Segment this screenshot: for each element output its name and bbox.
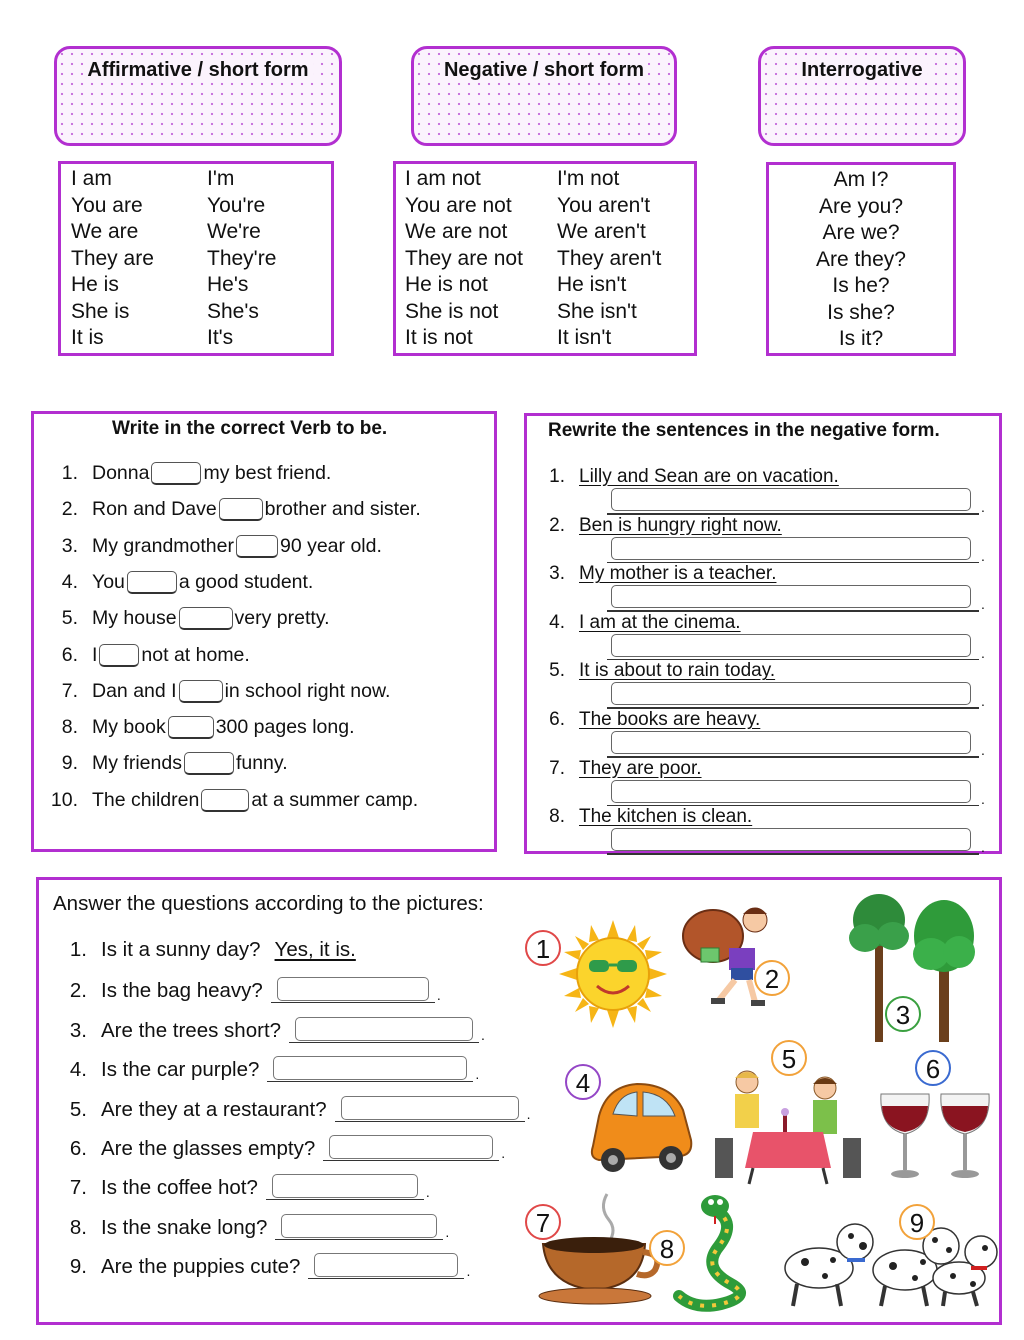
answer-line <box>271 977 435 1003</box>
exercise-verb-to-be-title: Write in the correct Verb to be. <box>112 418 388 439</box>
affirmative-full-form: They are <box>71 246 154 270</box>
picture-question <box>65 938 356 962</box>
verb-exercise-item <box>42 752 288 775</box>
sentence-start: Dan and I <box>92 679 177 702</box>
picture-question <box>65 1017 485 1043</box>
rewrite-sentence <box>539 660 775 682</box>
sentence-start: You <box>92 570 125 593</box>
picture-badge-6 <box>915 1050 951 1086</box>
verb-exercise-item <box>42 607 330 630</box>
answer-box[interactable] <box>273 1056 467 1080</box>
sentence-start: Donna <box>92 462 150 484</box>
answer-line <box>335 1096 525 1122</box>
sentence-end: brother and sister. <box>264 498 421 521</box>
question-text: Is the coffee hot? <box>101 1176 258 1200</box>
badge-number: 8 <box>659 1234 675 1264</box>
item-number: 2. <box>61 498 78 521</box>
negative-short-form: I'm not <box>557 167 620 190</box>
interrogative-form: Is she? <box>827 300 895 324</box>
negative-short-form: You aren't <box>557 193 651 217</box>
item-number: 2. <box>549 514 565 536</box>
picture-question <box>65 1174 430 1200</box>
question-text: Are they at a restaurant? <box>101 1097 327 1121</box>
sentence-text: Ben is hungry right now. <box>579 514 782 536</box>
verb-exercise-item <box>42 716 355 739</box>
negative-full-form: We are not <box>405 220 508 243</box>
negative-short-form: She isn't <box>557 299 637 323</box>
answer-line <box>266 1174 424 1200</box>
picture-question <box>65 977 441 1003</box>
sentence-end: at a summer camp. <box>251 788 419 811</box>
exercise-pictures-title: Answer the questions according to the pictures: <box>53 892 484 915</box>
negative-header <box>411 46 677 146</box>
verb-answer-box[interactable] <box>99 644 139 667</box>
exercise-pictures <box>36 877 1002 1325</box>
negative-full-form: I am not <box>405 167 481 190</box>
negative-answer-box[interactable] <box>611 682 971 705</box>
interrogative-form: Are we? <box>822 221 900 244</box>
affirmative-full-form: She is <box>71 299 130 323</box>
affirmative-full-form: We are <box>71 220 139 243</box>
item-number: 4. <box>69 1058 87 1082</box>
sentence-end: funny. <box>235 752 288 775</box>
picture-badge-1 <box>525 930 561 966</box>
negative-full-form: He is not <box>405 273 488 296</box>
answer-box[interactable] <box>272 1174 418 1198</box>
badge-number: 6 <box>925 1054 941 1084</box>
verb-answer-box[interactable] <box>201 789 249 812</box>
exercise-negative-form <box>524 413 1002 854</box>
answer-period: . <box>425 1184 430 1201</box>
answer-period: . <box>475 1066 480 1083</box>
answer-line <box>308 1253 464 1279</box>
sentence-text: Lilly and Sean are on vacation. <box>579 466 839 487</box>
badge-number: 3 <box>895 1000 911 1030</box>
sentence-period: . <box>981 644 985 661</box>
picture-question <box>65 1214 449 1240</box>
sentence-start: I <box>92 643 98 666</box>
negative-answer-box[interactable] <box>611 537 971 560</box>
negative-answer-box[interactable] <box>611 780 971 803</box>
dalmatian-puppies-illustration <box>773 1206 999 1310</box>
item-number: 3. <box>69 1018 87 1042</box>
item-number: 4. <box>61 570 78 593</box>
affirmative-short-form: We're <box>207 220 261 243</box>
rewrite-sentence <box>539 563 776 585</box>
interrogative-form: Is it? <box>838 327 884 350</box>
verb-answer-box[interactable] <box>184 752 234 775</box>
rewrite-sentence <box>539 709 760 731</box>
exercise-negative-form-title: Rewrite the sentences in the negative form. <box>548 420 940 441</box>
item-number: 7. <box>69 1176 87 1200</box>
negative-answer-box[interactable] <box>611 488 971 511</box>
picture-question <box>65 1253 470 1279</box>
sentence-period: . <box>981 499 985 515</box>
affirmative-short-form: It's <box>207 326 234 349</box>
sentence-period: . <box>981 596 985 613</box>
interrogative-header <box>758 46 966 146</box>
picture-question <box>65 1056 479 1082</box>
sentence-end: 300 pages long. <box>215 716 355 739</box>
sentence-end: in school right now. <box>224 679 391 702</box>
interrogative-table <box>766 162 956 356</box>
picture-badge-7 <box>525 1204 561 1240</box>
sentence-period: . <box>981 742 985 758</box>
negative-short-form: It isn't <box>557 326 612 349</box>
sentence-end: a good student. <box>178 570 314 593</box>
item-number: 6. <box>61 643 78 666</box>
interrogative-title: Interrogative <box>797 59 926 81</box>
affirmative-full-form: He is <box>71 273 119 296</box>
affirmative-table <box>58 161 334 356</box>
sentence-text: I am at the cinema. <box>579 611 741 633</box>
verb-answer-box[interactable] <box>151 462 201 485</box>
answer-period: . <box>501 1145 506 1161</box>
picture-badge-8 <box>649 1230 685 1266</box>
affirmative-short-form: They're <box>207 246 277 270</box>
badge-number: 7 <box>535 1208 551 1238</box>
negative-full-form: You are not <box>405 193 512 217</box>
item-number: 9. <box>61 752 78 775</box>
wine-glasses-illustration <box>877 1084 997 1184</box>
answer-box[interactable] <box>277 977 429 1001</box>
answer-underline <box>607 853 979 855</box>
rewrite-sentence <box>539 612 741 634</box>
question-text: Is the snake long? <box>101 1215 268 1239</box>
item-number: 7. <box>61 679 78 702</box>
negative-short-form: We aren't <box>557 220 646 243</box>
item-number: 1. <box>549 466 565 487</box>
item-number: 3. <box>61 534 78 557</box>
sentence-period: . <box>981 839 985 856</box>
answer-box[interactable] <box>281 1214 437 1238</box>
negative-title: Negative / short form <box>440 59 648 81</box>
item-number: 6. <box>549 709 565 730</box>
exercise-verb-to-be <box>31 411 497 852</box>
sentence-period: . <box>981 790 985 807</box>
verb-exercise-item <box>42 571 313 594</box>
item-number: 5. <box>69 1097 87 1121</box>
sentence-text: My mother is a teacher. <box>579 563 777 585</box>
interrogative-form: Is he? <box>832 274 890 297</box>
item-number: 9. <box>69 1255 87 1279</box>
sentence-period: . <box>981 547 985 564</box>
sentence-start: My house <box>92 607 177 630</box>
item-number: 1. <box>69 938 87 961</box>
answer-line <box>289 1017 479 1043</box>
answer-box[interactable] <box>314 1253 458 1277</box>
rewrite-sentence <box>539 466 839 488</box>
affirmative-short-form: You're <box>207 193 266 217</box>
sentence-start: My grandmother <box>92 534 234 557</box>
question-text: Are the puppies cute? <box>101 1255 301 1279</box>
verb-answer-box[interactable] <box>179 607 233 630</box>
affirmative-title: Affirmative / short form <box>83 59 312 81</box>
negative-full-form: It is not <box>405 326 473 349</box>
sentence-text: It is about to rain today. <box>579 660 776 682</box>
item-number: 1. <box>61 462 78 484</box>
question-text: Are the trees short? <box>101 1018 282 1042</box>
question-text: Is it a sunny day? <box>101 938 261 961</box>
negative-answer-box[interactable] <box>611 731 971 754</box>
item-number: 5. <box>549 660 565 682</box>
answer-period: . <box>445 1223 450 1240</box>
affirmative-short-form: I'm <box>207 167 235 190</box>
badge-number: 1 <box>535 934 551 964</box>
sentence-start: My friends <box>92 752 182 775</box>
negative-answer-box[interactable] <box>611 634 971 657</box>
verb-answer-box[interactable] <box>127 571 177 594</box>
sentence-text: The books are heavy. <box>579 709 761 730</box>
rewrite-sentence <box>539 758 702 780</box>
affirmative-full-form: It is <box>71 326 104 349</box>
answer-period: . <box>436 987 441 1004</box>
item-number: 10. <box>50 788 78 811</box>
item-number: 8. <box>69 1215 87 1239</box>
item-number: 8. <box>61 716 78 739</box>
picture-badge-5 <box>771 1040 807 1076</box>
restaurant-couple-illustration <box>713 1068 863 1186</box>
item-number: 3. <box>549 563 565 585</box>
badge-number: 4 <box>575 1068 591 1098</box>
negative-answer-box[interactable] <box>611 585 971 608</box>
picture-question <box>65 1096 531 1122</box>
sentence-end: 90 year old. <box>279 534 382 557</box>
orange-car-illustration <box>585 1076 697 1176</box>
answer-period: . <box>481 1026 485 1043</box>
negative-table <box>393 161 697 356</box>
picture-badge-9 <box>899 1204 935 1240</box>
item-number: 2. <box>69 979 87 1003</box>
interrogative-form: Am I? <box>833 168 889 191</box>
answer-line <box>323 1135 499 1161</box>
verb-exercise-item <box>42 680 390 703</box>
answer-period: . <box>526 1105 531 1122</box>
sentence-text: They are poor. <box>579 757 702 779</box>
sentence-start: My book <box>92 716 166 739</box>
negative-short-form: They aren't <box>557 246 662 270</box>
picture-badge-3 <box>885 996 921 1032</box>
affirmative-short-form: She's <box>207 299 259 323</box>
negative-short-form: He isn't <box>557 273 627 296</box>
verb-answer-box[interactable] <box>219 498 263 521</box>
negative-full-form: She is not <box>405 299 499 323</box>
verb-answer-box[interactable] <box>236 535 278 558</box>
interrogative-form: Are you? <box>818 194 904 218</box>
answer-line <box>275 1214 443 1240</box>
example-answer: Yes, it is. <box>274 938 356 961</box>
answer-box[interactable] <box>295 1017 473 1041</box>
item-number: 8. <box>549 806 565 828</box>
answer-box[interactable] <box>329 1135 493 1159</box>
affirmative-full-form: You are <box>71 193 143 217</box>
item-number: 5. <box>61 607 78 630</box>
sentence-period: . <box>981 693 985 710</box>
picture-question <box>65 1135 505 1161</box>
question-text: Are the glasses empty? <box>101 1137 316 1160</box>
item-number: 6. <box>69 1137 87 1160</box>
affirmative-short-form: He's <box>207 273 249 296</box>
verb-answer-box[interactable] <box>179 680 223 703</box>
affirmative-full-form: I am <box>71 167 112 190</box>
item-number: 7. <box>549 757 565 779</box>
sentence-end: very pretty. <box>234 607 330 630</box>
badge-number: 2 <box>764 964 780 994</box>
negative-answer-box[interactable] <box>611 828 971 851</box>
answer-box[interactable] <box>341 1096 519 1120</box>
question-text: Is the bag heavy? <box>101 979 263 1003</box>
answer-line <box>267 1056 473 1082</box>
verb-exercise-item <box>42 498 421 521</box>
sentence-start: The children <box>92 788 200 811</box>
answer-period: . <box>466 1263 471 1280</box>
rewrite-sentence <box>539 515 782 537</box>
verb-exercise-item <box>42 644 250 667</box>
badge-number: 5 <box>781 1044 797 1074</box>
sun-illustration <box>559 920 667 1028</box>
picture-badge-4 <box>565 1064 601 1100</box>
sentence-end: my best friend. <box>203 462 332 484</box>
negative-full-form: They are not <box>405 246 523 270</box>
rewrite-sentence <box>539 806 752 828</box>
interrogative-form: Are they? <box>816 247 906 271</box>
sentence-start: Ron and Dave <box>92 498 217 521</box>
hot-coffee-illustration <box>537 1190 667 1310</box>
question-text: Is the car purple? <box>101 1058 260 1082</box>
sentence-end: not at home. <box>141 643 250 666</box>
sentence-text: The kitchen is clean. <box>579 806 753 828</box>
affirmative-header <box>54 46 342 146</box>
verb-exercise-item <box>42 462 331 485</box>
picture-badge-2 <box>754 960 790 996</box>
item-number: 4. <box>549 611 565 633</box>
verb-answer-box[interactable] <box>168 716 214 739</box>
badge-number: 9 <box>909 1208 925 1238</box>
verb-exercise-item <box>42 789 418 812</box>
verb-exercise-item <box>42 535 382 558</box>
